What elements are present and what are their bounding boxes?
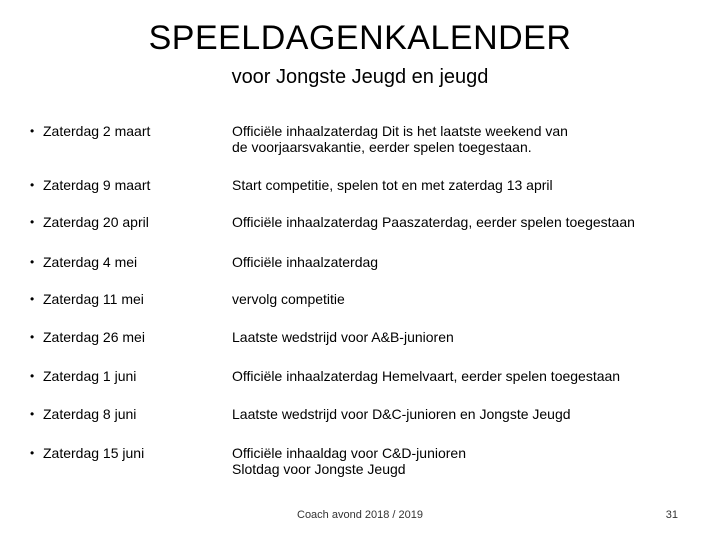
description-line: vervolg competitie: [232, 291, 345, 307]
description-line: Officiële inhaalzaterdag Paaszaterdag, eerder spelen toegestaan: [232, 214, 635, 230]
schedule-date: Zaterdag 9 maart: [43, 177, 151, 193]
description-line: de voorjaarsvakantie, eerder spelen toegestaan.: [232, 139, 532, 155]
schedule-description: [232, 368, 672, 384]
schedule-description: [232, 291, 672, 307]
description-line: Start competitie, spelen tot en met zaterdag 13 april: [232, 177, 553, 193]
description-line: Laatste wedstrijd voor A&B-junioren: [232, 329, 454, 345]
schedule-date: Zaterdag 20 april: [43, 214, 149, 230]
schedule-date: Zaterdag 15 juni: [43, 445, 145, 461]
schedule-date: Zaterdag 11 mei: [43, 291, 144, 307]
bullet: •: [30, 292, 35, 306]
description-line: Officiële inhaalzaterdag Dit is het laatste weekend van: [232, 123, 568, 139]
schedule-date: Zaterdag 8 juni: [43, 406, 137, 422]
bullet: •: [30, 255, 35, 269]
slide-subtitle: voor Jongste Jeugd en jeugd: [231, 66, 489, 88]
schedule-description: [232, 254, 672, 270]
schedule-date: Zaterdag 2 maart: [43, 123, 151, 139]
schedule-description: [232, 177, 672, 193]
schedule-date: Zaterdag 26 mei: [43, 329, 145, 345]
schedule-description: [232, 123, 672, 155]
bullet: •: [30, 369, 35, 383]
bullet: •: [30, 215, 35, 229]
bullet: •: [30, 446, 35, 460]
schedule-date: Zaterdag 1 juni: [43, 368, 137, 384]
description-line: Laatste wedstrijd voor D&C-junioren en Jongste Jeugd: [232, 406, 571, 422]
bullet: •: [30, 178, 35, 192]
schedule-description: [232, 329, 672, 345]
slide-title: SPEELDAGENKALENDER: [148, 19, 572, 57]
page-number: 31: [665, 509, 678, 521]
bullet: •: [30, 330, 35, 344]
footer-text: Coach avond 2018 / 2019: [297, 509, 423, 521]
bullet: •: [30, 407, 35, 421]
schedule-date: Zaterdag 4 mei: [43, 254, 138, 270]
description-line: Officiële inhaalzaterdag Hemelvaart, eerder spelen toegestaan: [232, 368, 621, 384]
bullet: •: [30, 124, 35, 138]
description-line: Slotdag voor Jongste Jeugd: [232, 461, 406, 477]
description-line: Officiële inhaaldag voor C&D-junioren: [232, 445, 466, 461]
schedule-description: [232, 406, 672, 422]
schedule-description: [232, 445, 672, 477]
schedule-description: [232, 214, 672, 230]
description-line: Officiële inhaalzaterdag: [232, 254, 379, 270]
